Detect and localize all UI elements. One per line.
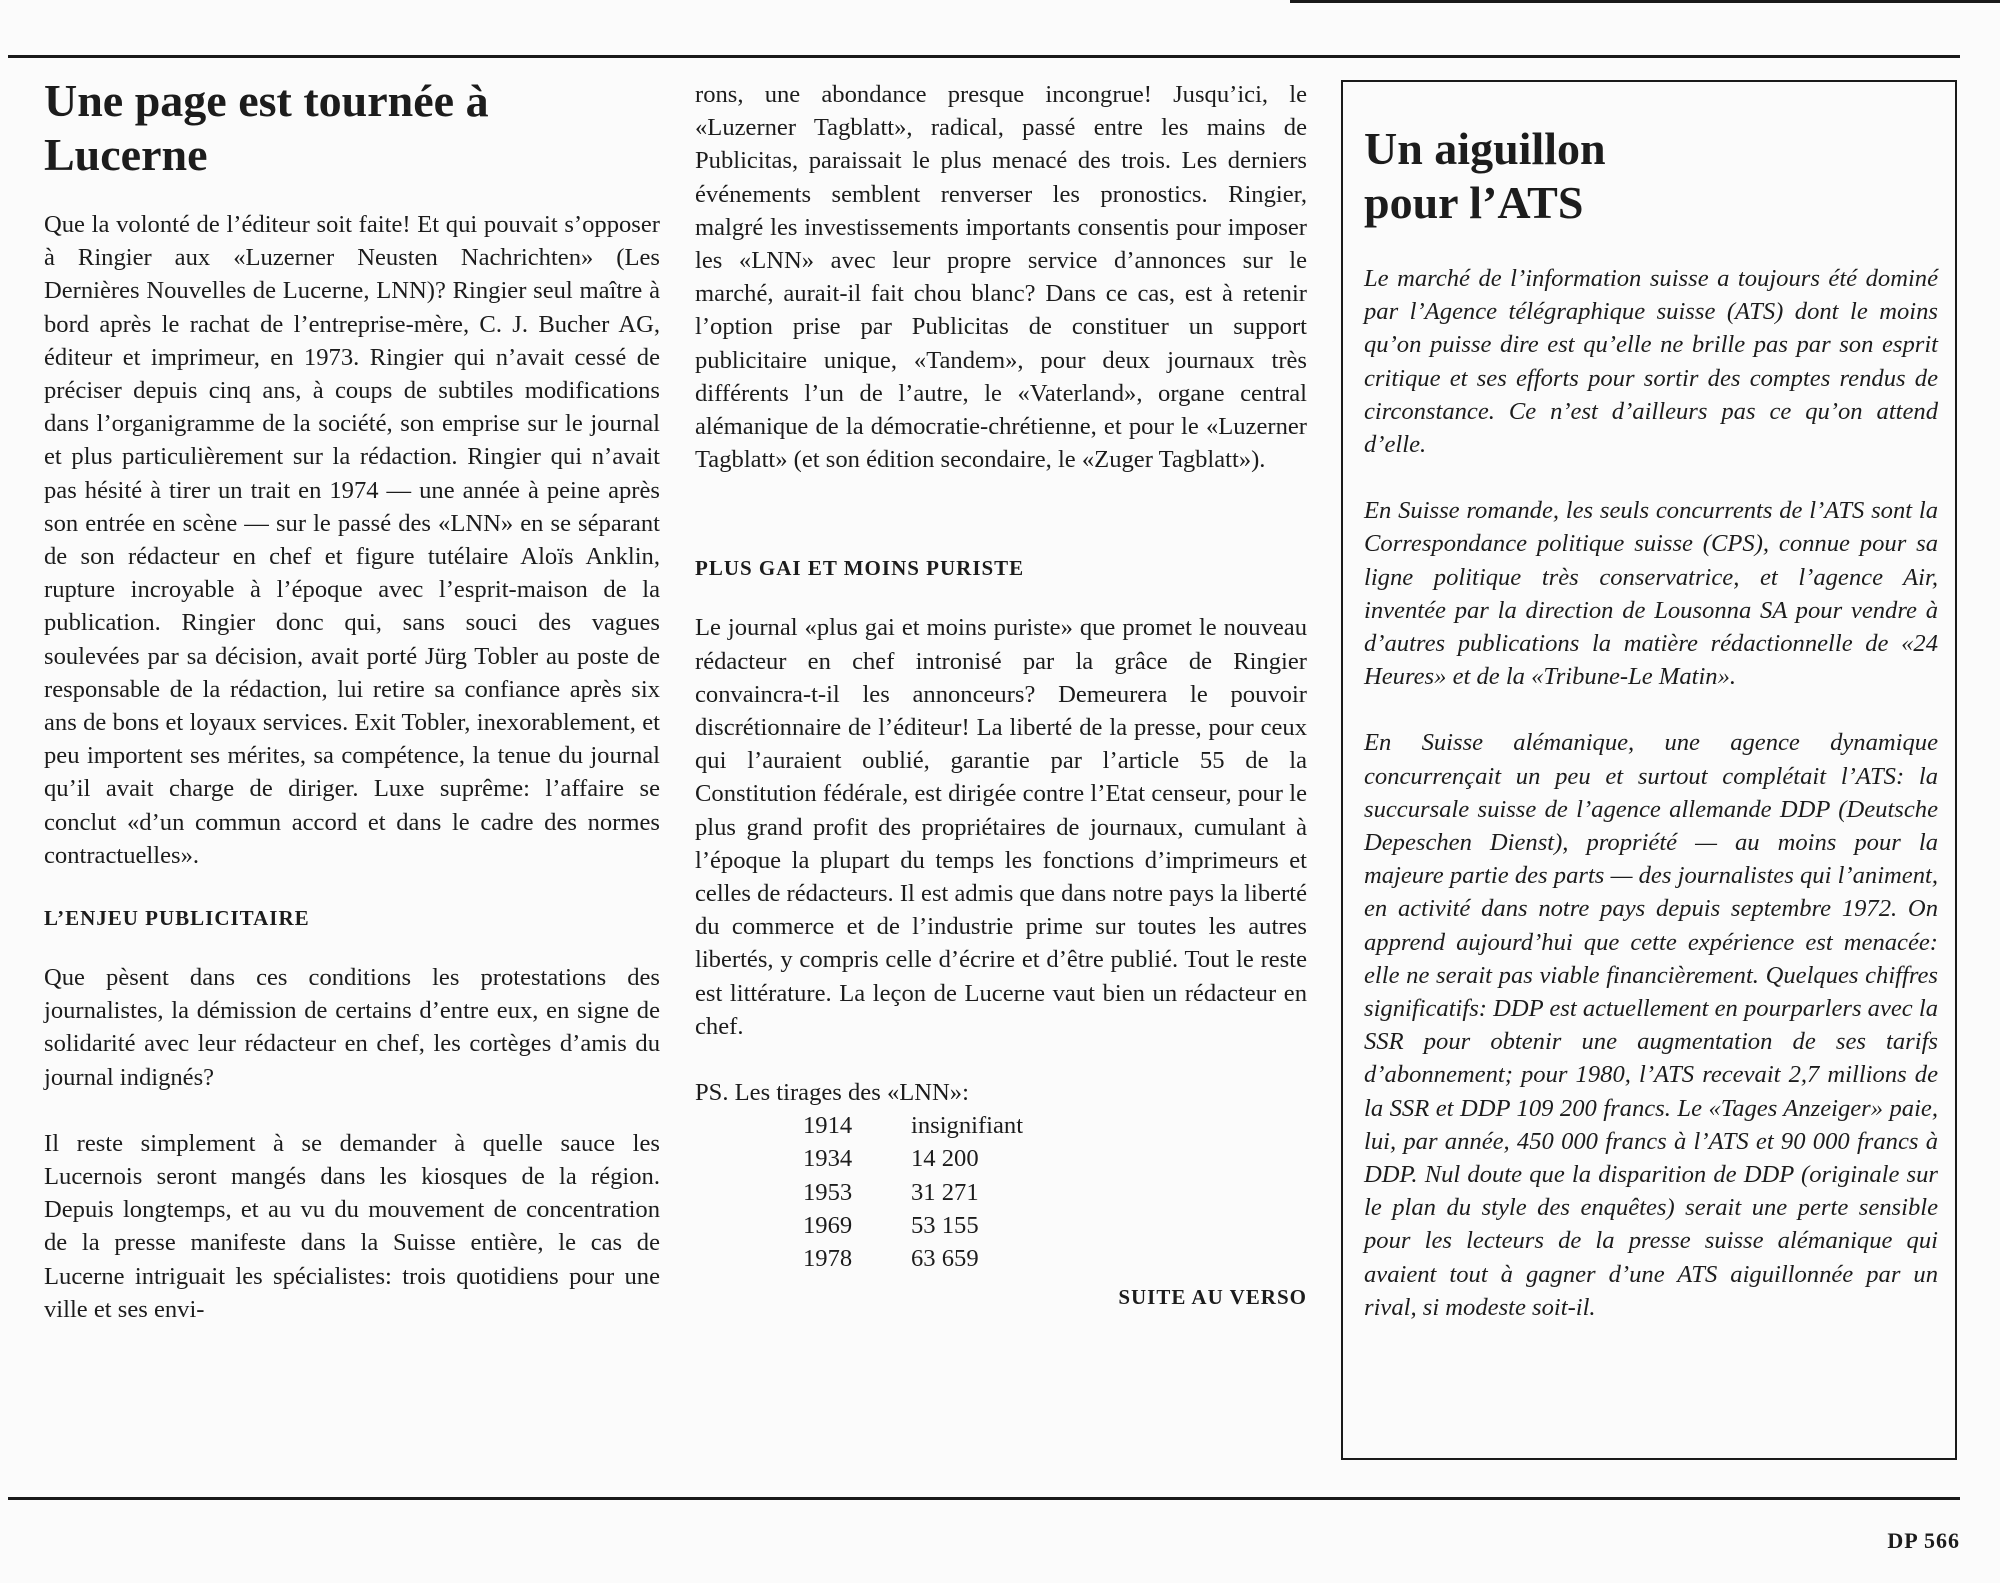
article-paragraph: rons, une abondance presque incongrue! Jusqu’ici, le «Luzerner Tagblatt», radical, passé entre les mains de Publicitas, paraissait le plus menacé des trois. Les derniers événements semblent renverser les pronostics. Ringier, malgré les investissements importants consentis pour imposer les «LNN» avec leur propre service d’annonces sur le marché, aurait-il fait chou blanc? Dans ce cas, est à retenir l’option prise par Publicitas de constituer un support publicitaire unique, «Tandem», pour deux journaux très différents l’un de l’autre, le «Vaterland», organe central alémanique de la démocratie-chrétienne, et pour le «Luzerner Tagblatt» (et son édition secondaire, le «Zuger Tagblatt»).: [695, 81, 1307, 474]
year: 1953: [803, 1178, 853, 1206]
year: 1978: [803, 1245, 853, 1273]
article-paragraph: Que la volonté de l’éditeur soit faite! Et qui pouvait s’opposer à Ringier aux «Luzerner Neusten Nachrichten» (Les Dernières Nouvelles de Lucerne, LNN)? Ringier seul maître à bord après le rachat de l’entreprise-mère, C. J. Bucher AG, éditeur et imprimeur, en 1973. Ringier qui n’avait cessé de préciser depuis cinq ans, à coups de subtiles modifications dans l’organigramme de la société, son emprise sur le journal et plus particulièrement sur la rédaction. Ringier qui n’avait pas hésité à tirer un trait en 1974 — une année à peine après son entrée en scène — sur le passé des «LNN» en se séparant de son rédacteur en chef et figure tutélaire Aloïs Anklin, rupture incroyable à l’époque avec l’esprit-maison de la publication. Ringier donc qui, sans souci des vagues soulevées par sa décision, avait porté Jürg Tobler au poste de responsable de la rédaction, lui retire sa confiance après six ans de bons et loyaux services. Exit Tobler, inexorablement, et peu importent ses mérites, sa compétence, la tenue du journal qu’il avait charge de diriger. Luxe suprême: l’affaire se conclut «d’un commun accord et dans le cadre des normes contractuelles».: [44, 211, 660, 869]
bottom-rule: [8, 1497, 1960, 1500]
box-paragraph: Le marché de l’information suisse a toujours été dominé par l’Agence télégraphique suisse (ATS) dont le moins qu’on puisse dire est qu’elle ne brille pas par son esprit critique et ses efforts pour sortir des comptes rendus de circonstance. Ce n’est d’ailleurs pas ce qu’on attend d’elle.: [1364, 265, 1938, 459]
table-row: [695, 1109, 1307, 1142]
box-paragraph: En Suisse alémanique, une agence dynamique concurrençait un peu et surtout complétait l’ATS: la succursale suisse de l’agence allemande DDP (Deutsche Depeschen Dienst), propriété — au moins pour la majeure partie des parts — des journalistes qui l’animent, en activité dans notre pays depuis septembre 1972. On apprend aujourd’hui que cette expérience est menacée: elle ne serait pas viable financièrement. Quelques chiffres significatifs: DDP est actuellement en pourparlers avec la SSR pour obtenir une augmentation de ses tarifs d’abonnement; pour 1980, l’ATS recevait 2,7 millions de la SSR et DDP 109 200 francs. Le «Tages Anzeiger» paie, lui, par année, 450 000 francs à l’ATS et 90 000 francs à DDP. Nul doute que la disparition de DDP (originale sur le plan du style des enquêtes) serait une perte sensible pour les lecteurs de la presse suisse alémanique qui avaient tout à gagner d’une ATS aiguillonnée par un rival, si modeste soit-il.: [1364, 729, 1938, 1321]
page-number: DP 566: [1887, 1528, 1960, 1553]
top-rule: [8, 55, 1960, 58]
table-row: [695, 1176, 1307, 1209]
ps-label: PS. Les tirages des «LNN»:: [695, 1079, 969, 1107]
box-title: Un aiguillon pour l’ATS: [1364, 123, 1606, 228]
sidebar-box: [1341, 80, 1957, 1460]
year: 1934: [803, 1145, 853, 1173]
circulation-value: 53 155: [911, 1211, 979, 1239]
circulation-value: 14 200: [911, 1145, 979, 1173]
circulation-value: insignifiant: [911, 1112, 1024, 1140]
article-column-2: [695, 78, 1307, 1310]
article-column-1: [44, 66, 660, 1326]
section-heading: PLUS GAI ET MOINS PURISTE: [695, 556, 1025, 581]
circulation-value: 63 659: [911, 1245, 979, 1273]
box-paragraph: En Suisse romande, les seuls concurrents de l’ATS sont la Correspondance politique suisse (CPS), connue pour sa ligne politique très conservatrice, et l’agence Air, inventée par la direction de Lousonna SA pour vendre à d’autres publications la matière rédactionnelle de «24 Heures» et de la «Tribune-Le Matin».: [1364, 497, 1938, 691]
continued-note: SUITE AU VERSO: [1118, 1285, 1307, 1310]
circulation-value: 31 271: [911, 1178, 979, 1206]
year: 1969: [803, 1211, 853, 1239]
table-row: [695, 1209, 1307, 1242]
article-paragraph: Il reste simplement à se demander à quelle sauce les Lucernois seront mangés dans les kiosques de la région. Depuis longtemps, et au vu du mouvement de concentration de la presse manifeste dans la Suisse entière, le cas de Lucerne intriguait les spécialistes: trois quotidiens pour une ville et ses envi-: [44, 1129, 660, 1323]
article-paragraph: Le journal «plus gai et moins puriste» que promet le nouveau rédacteur en chef intronisé par la grâce de Ringier convaincra-t-il les annonceurs? Demeurera le pouvoir discrétionnaire de l’éditeur! La liberté de la presse, pour ceux qui l’auraient oublié, garantie par l’article 55 de la Constitution fédérale, est dirigée contre l’Etat censeur, pour le plus grand profit des propriétaires de journaux, cumulant à l’époque la plupart du temps les fonctions d’imprimeurs et celles de rédacteurs. Il est admis que dans notre pays la liberté du commerce et de l’industrie prime sur toutes les autres libertés, y compris celle d’écrire et d’être publié. Tout le reste est littérature. La leçon de Lucerne vaut bien un rédacteur en chef.: [695, 614, 1307, 1040]
article-title: Une page est tournée à Lucerne: [44, 75, 489, 180]
article-paragraph: Que pèsent dans ces conditions les protestations des journalistes, la démission de certains d’entre eux, en signe de solidarité avec leur rédacteur en chef, les cortèges d’amis du journal indignés?: [44, 964, 660, 1091]
year: 1914: [803, 1112, 853, 1140]
table-row: [695, 1142, 1307, 1175]
top-corner-rule: [1290, 0, 2000, 3]
circulation-table: [695, 1076, 1307, 1275]
section-heading: L’ENJEU PUBLICITAIRE: [44, 906, 310, 931]
table-row: [695, 1242, 1307, 1275]
